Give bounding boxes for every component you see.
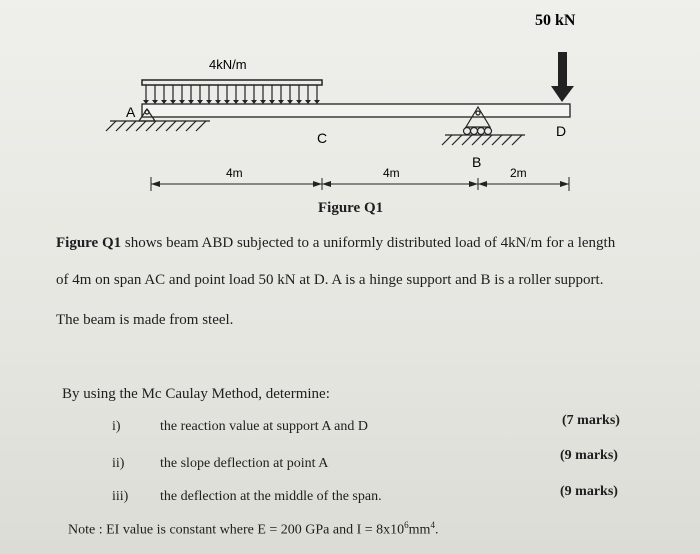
note-line bbox=[68, 520, 438, 539]
item-1-text: the reaction value at support A and D bbox=[160, 419, 368, 434]
label-a: A bbox=[126, 104, 136, 120]
item-3-number: iii) bbox=[112, 489, 129, 504]
note-unit: mm bbox=[408, 522, 431, 538]
label-b: B bbox=[472, 154, 482, 170]
item-3-marks: (9 marks) bbox=[560, 484, 618, 499]
point-load-arrow bbox=[551, 52, 574, 102]
note-suffix: . bbox=[434, 522, 439, 538]
dim-label-ac: 4m bbox=[226, 166, 243, 180]
beam bbox=[142, 104, 570, 117]
item-2-number: ii) bbox=[112, 456, 125, 471]
item-1-marks: (7 marks) bbox=[562, 413, 620, 428]
udl-label: 4kN/m bbox=[209, 57, 247, 72]
description-line-2: of 4m on span AC and point load 50 kN at D. A is a hinge support and B is a roller support. bbox=[56, 272, 604, 288]
beam-diagram bbox=[0, 0, 700, 215]
note-prefix: Note : EI value is constant where E = 200 GPa and I = 8x10 bbox=[68, 522, 405, 538]
label-d: D bbox=[556, 123, 567, 139]
dim-label-cb: 4m bbox=[383, 166, 400, 180]
figure-caption: Figure Q1 bbox=[318, 200, 384, 216]
udl-load bbox=[142, 80, 322, 104]
item-1-number: i) bbox=[112, 419, 121, 434]
note-exp-1: 6 bbox=[404, 520, 409, 530]
note-exp-2: 4 bbox=[430, 520, 435, 530]
label-c: C bbox=[317, 130, 328, 146]
description-line-1 bbox=[56, 235, 615, 252]
item-2-marks: (9 marks) bbox=[560, 448, 618, 463]
dimension-line bbox=[151, 177, 569, 191]
question-intro: By using the Mc Caulay Method, determine: bbox=[62, 386, 330, 402]
description-line-1-text: shows beam ABD subjected to a uniformly distributed load of 4kN/m for a length bbox=[121, 235, 616, 251]
figure-ref: Figure Q1 bbox=[56, 235, 122, 251]
dim-label-bd: 2m bbox=[510, 166, 527, 180]
item-2-text: the slope deflection at point A bbox=[160, 456, 329, 471]
item-3-text: the deflection at the middle of the span. bbox=[160, 489, 382, 504]
point-load-label: 50 kN bbox=[535, 12, 576, 29]
description-line-3: The beam is made from steel. bbox=[56, 312, 234, 328]
